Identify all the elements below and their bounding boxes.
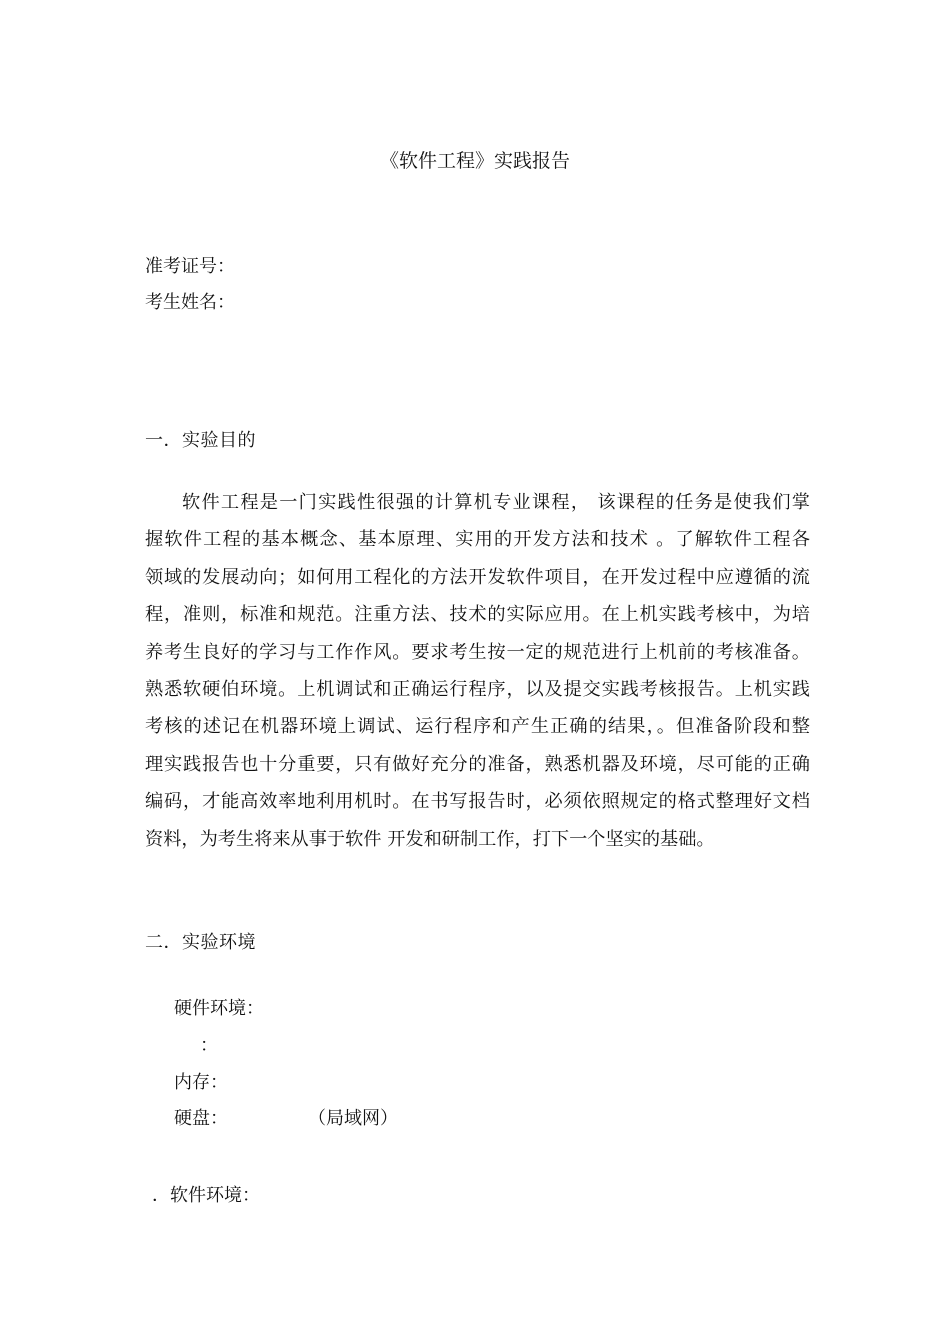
paragraph-line: 养考生良好的学习与工作作风。要求考生按一定的规范进行上机前的考核准备。 <box>145 641 810 663</box>
paragraph-line: 领域的发展动向；如何用工程化的方法开发软件项目，在开发过程中应遵循的流 <box>145 566 810 588</box>
paragraph-line: 资料，为考生将来从事于软件 开发和研制工作，打下一个坚实的基础。 <box>145 828 715 850</box>
disk-note: （局域网） <box>308 1108 398 1129</box>
paragraph-line: 握软件工程的基本概念、基本原理、实用的开发方法和技术 。了解软件工程各 <box>145 529 810 551</box>
paragraph-line: 熟悉软硬伯环境。上机调试和正确运行程序，以及提交实践考核报告。上机实践 <box>145 678 810 700</box>
disk-label: 硬盘： <box>174 1108 228 1129</box>
software-environment-label: ．软件环境： <box>152 1185 260 1206</box>
memory-label: 内存： <box>174 1072 228 1093</box>
section-heading-environment: 二．实验环境 <box>145 932 256 953</box>
paragraph-line: 编码，才能高效率地利用机时。在书写报告时，必须依照规定的格式整理好文档 <box>145 791 810 813</box>
cpu-colon: ： <box>200 1035 218 1056</box>
exam-id-label: 准考证号： <box>145 256 235 277</box>
purpose-paragraph <box>145 484 810 858</box>
hardware-environment-label: 硬件环境： <box>174 998 264 1019</box>
paragraph-line: 考核的述记在机器环境上调试、运行程序和产生正确的结果，。但准备阶段和整 <box>145 716 810 738</box>
section-heading-purpose: 一．实验目的 <box>145 430 256 451</box>
paragraph-line: 理实践报告也十分重要，只有做好充分的准备，熟悉机器及环境，尽可能的正确 <box>145 753 810 775</box>
document-title: 《软件工程》实践报告 <box>379 150 570 172</box>
student-name-label: 考生姓名： <box>145 292 235 313</box>
paragraph-line: 软件工程是一门实践性很强的计算机专业课程， 该课程的任务是使我们掌 <box>182 492 810 513</box>
paragraph-line: 程，准则，标准和规范。注重方法、技术的实际应用。在上机实践考核中，为培 <box>145 604 810 626</box>
